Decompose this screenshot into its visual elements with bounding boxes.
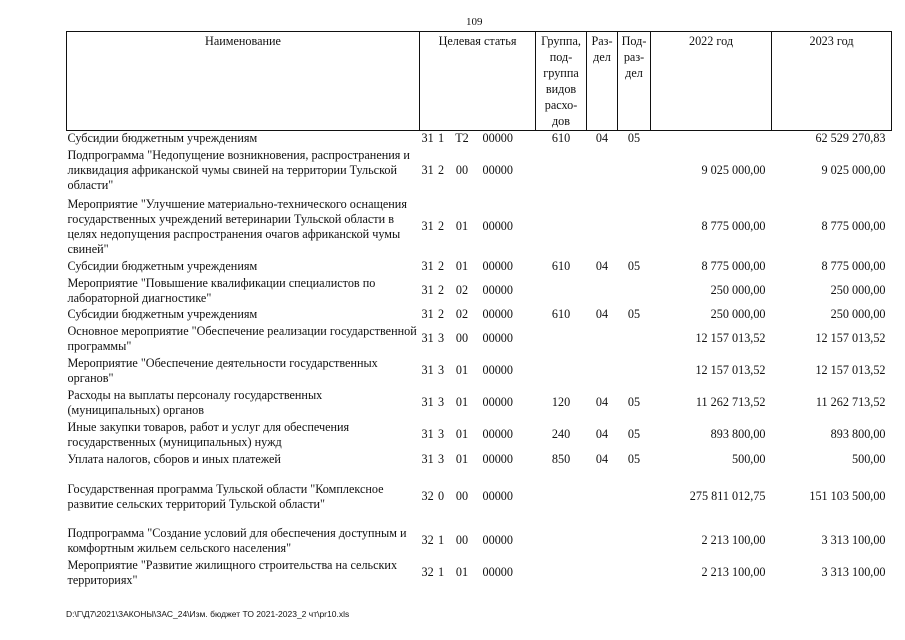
row-target-3: 00 <box>455 331 469 345</box>
row-target-4: 00000 <box>482 427 513 441</box>
page-number: 109 <box>466 16 483 28</box>
row-target-3: 01 <box>455 363 469 377</box>
row-subsection: 05 <box>627 452 641 466</box>
row-target-2: 1 <box>437 131 445 146</box>
row-target-3: 00 <box>455 533 469 547</box>
row-subsection <box>618 323 651 355</box>
row-2023: 11 262 713,52 <box>815 395 886 409</box>
row-name: Уплата налогов, сборов и иных платежей <box>67 452 281 466</box>
row-name: Мероприятие "Повышение квалификации специалистов по лабораторной диагностике" <box>67 275 376 305</box>
header-name: Наименование <box>67 32 420 131</box>
row-target-3: 01 <box>455 427 469 441</box>
row-name: Мероприятие "Улучшение материально-технического оснащения государственных учреждений ветеринарии Тульской области в целях недопущения распространения очагов африканской чумы свиней" <box>67 196 407 256</box>
header-subsection: Под- раз- дел <box>618 32 651 131</box>
row-target-4: 00000 <box>482 363 513 377</box>
row-target-1: 31 <box>421 283 434 297</box>
header-year-2022: 2022 год <box>651 32 772 131</box>
row-subsection: 05 <box>627 131 641 146</box>
row-subsection <box>618 147 651 195</box>
row-2023: 3 313 100,00 <box>821 533 886 547</box>
row-target-2: 0 <box>437 489 445 503</box>
row-2023: 151 103 500,00 <box>809 489 886 503</box>
row-target-4: 00000 <box>482 489 513 503</box>
budget-table <box>66 31 892 589</box>
row-2023: 12 157 013,52 <box>815 331 886 345</box>
row-target-4: 00000 <box>482 307 513 321</box>
file-path-footer: D:\Г\Д7\2021\ЗАКОНЫ\ЗАС_24\Изм. бюджет ТО 2021-2023_2 чт\pr10.xls <box>66 609 350 619</box>
row-section <box>587 525 618 557</box>
row-target-1: 32 <box>421 565 434 579</box>
row-target-2: 2 <box>437 163 445 177</box>
row-target-1: 31 <box>421 452 434 466</box>
row-target-4: 00000 <box>482 331 513 345</box>
row-target-2: 2 <box>437 307 445 321</box>
row-target-1: 31 <box>421 259 434 273</box>
row-target-4: 00000 <box>482 131 513 146</box>
row-section <box>587 275 618 307</box>
table-row <box>67 275 892 307</box>
row-name: Основное мероприятие "Обеспечение реализации государственной программы" <box>67 323 417 353</box>
table-row <box>67 259 892 275</box>
row-subsection <box>618 525 651 557</box>
row-target-4: 00000 <box>482 283 513 297</box>
row-section <box>587 323 618 355</box>
row-target-4: 00000 <box>482 395 513 409</box>
row-target-1: 31 <box>421 363 434 377</box>
table-row <box>67 307 892 323</box>
row-section <box>587 481 618 513</box>
row-target-1: 31 <box>421 331 434 345</box>
row-section: 04 <box>595 452 609 466</box>
row-2023: 250 000,00 <box>830 307 886 321</box>
row-name: Подпрограмма "Недопущение возникновения, распространения и ликвидация африканской чумы свиней на территории Тульской области" <box>67 148 410 192</box>
row-target-2: 3 <box>437 395 445 409</box>
row-2023: 9 025 000,00 <box>821 163 886 177</box>
row-target-3: 01 <box>455 259 469 273</box>
row-subsection <box>618 557 651 589</box>
row-name: Субсидии бюджетным учреждениям <box>67 131 258 146</box>
row-target-3: 01 <box>455 219 469 233</box>
header-section: Раз- дел <box>587 32 618 131</box>
row-target-3: Т2 <box>455 131 469 146</box>
row-target-3: 00 <box>455 489 469 503</box>
row-spacer <box>67 469 892 481</box>
row-subsection <box>618 481 651 513</box>
row-section <box>587 195 618 259</box>
row-2022: 500,00 <box>732 452 766 466</box>
row-2023: 12 157 013,52 <box>815 363 886 377</box>
row-target-2: 3 <box>437 452 445 466</box>
row-2022 <box>651 131 772 147</box>
header-group: Группа, под- группа видов расхо- дов <box>536 32 587 131</box>
row-name: Иные закупки товаров, работ и услуг для обеспечения государственных (муниципальных) нужд <box>67 419 350 449</box>
row-group: 850 <box>551 452 571 466</box>
row-target-3: 02 <box>455 307 469 321</box>
row-section: 04 <box>595 259 609 273</box>
table-row <box>67 323 892 355</box>
row-name: Мероприятие "Развитие жилищного строительства на сельских территориях" <box>67 557 398 587</box>
row-target-4: 00000 <box>482 565 513 579</box>
table-row <box>67 481 892 513</box>
row-2022: 250 000,00 <box>710 307 766 321</box>
row-subsection <box>618 195 651 259</box>
row-group <box>536 557 587 589</box>
row-subsection <box>618 355 651 387</box>
row-group: 610 <box>551 131 571 146</box>
row-target-3: 02 <box>455 283 469 297</box>
row-name: Субсидии бюджетным учреждениям <box>67 307 258 321</box>
table-row <box>67 355 892 387</box>
row-target-4: 00000 <box>482 533 513 547</box>
row-2023: 250 000,00 <box>830 283 886 297</box>
row-target-1: 31 <box>421 163 434 177</box>
row-2022: 275 811 012,75 <box>689 489 766 503</box>
table-row <box>67 195 892 259</box>
row-subsection: 05 <box>627 395 641 409</box>
row-target-3: 01 <box>455 395 469 409</box>
table-row <box>67 419 892 451</box>
row-name: Субсидии бюджетным учреждениям <box>67 259 258 273</box>
row-target-3: 00 <box>455 163 469 177</box>
row-group: 240 <box>551 427 571 441</box>
row-section: 04 <box>595 395 609 409</box>
table-row <box>67 131 892 147</box>
table-row <box>67 387 892 419</box>
row-target-3: 01 <box>455 565 469 579</box>
row-2023: 893 800,00 <box>830 427 886 441</box>
row-2023: 62 529 270,83 <box>815 131 886 146</box>
row-subsection <box>618 275 651 307</box>
row-2022: 8 775 000,00 <box>701 259 766 273</box>
row-section: 04 <box>595 307 609 321</box>
row-spacer <box>67 513 892 525</box>
header-year-2023: 2023 год <box>772 32 892 131</box>
row-target-1: 32 <box>421 533 434 547</box>
row-group <box>536 275 587 307</box>
row-section: 04 <box>595 427 609 441</box>
row-group: 610 <box>551 259 571 273</box>
row-group <box>536 195 587 259</box>
row-section <box>587 355 618 387</box>
row-target-1: 31 <box>421 307 434 321</box>
row-subsection: 05 <box>627 427 641 441</box>
row-name: Мероприятие "Обеспечение деятельности государственных органов" <box>67 355 378 385</box>
table-row <box>67 451 892 469</box>
row-target-1: 31 <box>421 219 434 233</box>
row-target-4: 00000 <box>482 163 513 177</box>
row-subsection: 05 <box>627 307 641 321</box>
row-2023: 8 775 000,00 <box>821 219 886 233</box>
row-name: Расходы на выплаты персоналу государственных (муниципальных) органов <box>67 387 323 417</box>
row-target-2: 1 <box>437 533 445 547</box>
row-2023: 3 313 100,00 <box>821 565 886 579</box>
table-row <box>67 525 892 557</box>
row-subsection: 05 <box>627 259 641 273</box>
row-target-2: 2 <box>437 259 445 273</box>
row-2022: 2 213 100,00 <box>701 565 766 579</box>
table-row <box>67 147 892 195</box>
row-2023: 8 775 000,00 <box>821 259 886 273</box>
row-target-1: 32 <box>421 489 434 503</box>
row-2022: 893 800,00 <box>710 427 766 441</box>
row-target-2: 2 <box>437 283 445 297</box>
row-target-2: 1 <box>437 565 445 579</box>
row-group <box>536 525 587 557</box>
row-section <box>587 557 618 589</box>
row-target-2: 3 <box>437 427 445 441</box>
row-target-4: 00000 <box>482 219 513 233</box>
row-target-1: 31 <box>421 395 434 409</box>
row-group: 120 <box>551 395 571 409</box>
row-target-4: 00000 <box>482 259 513 273</box>
row-target-2: 2 <box>437 219 445 233</box>
row-target-4: 00000 <box>482 452 513 466</box>
row-group <box>536 323 587 355</box>
row-section: 04 <box>595 131 609 146</box>
row-2022: 9 025 000,00 <box>701 163 766 177</box>
row-group: 610 <box>551 307 571 321</box>
row-group <box>536 355 587 387</box>
row-group <box>536 147 587 195</box>
row-name: Подпрограмма "Создание условий для обеспечения доступным и комфортным жильем сельского населения" <box>67 525 407 555</box>
row-target-1: 31 <box>421 427 434 441</box>
row-target-3: 01 <box>455 452 469 466</box>
row-2022: 12 157 013,52 <box>695 363 766 377</box>
row-name: Государственная программа Тульской области "Комплексное развитие сельских территорий Тульской области" <box>67 481 384 511</box>
row-2022: 2 213 100,00 <box>701 533 766 547</box>
row-2022: 8 775 000,00 <box>701 219 766 233</box>
row-2022: 250 000,00 <box>710 283 766 297</box>
row-group <box>536 481 587 513</box>
row-2022: 12 157 013,52 <box>695 331 766 345</box>
row-target-2: 3 <box>437 363 445 377</box>
row-section <box>587 147 618 195</box>
row-2022: 11 262 713,52 <box>695 395 766 409</box>
table-row <box>67 557 892 589</box>
row-target-2: 3 <box>437 331 445 345</box>
header-target-article: Целевая статья <box>420 32 536 131</box>
row-target-1: 31 <box>421 131 434 146</box>
table-header-row <box>67 32 892 131</box>
row-2023: 500,00 <box>852 452 886 466</box>
